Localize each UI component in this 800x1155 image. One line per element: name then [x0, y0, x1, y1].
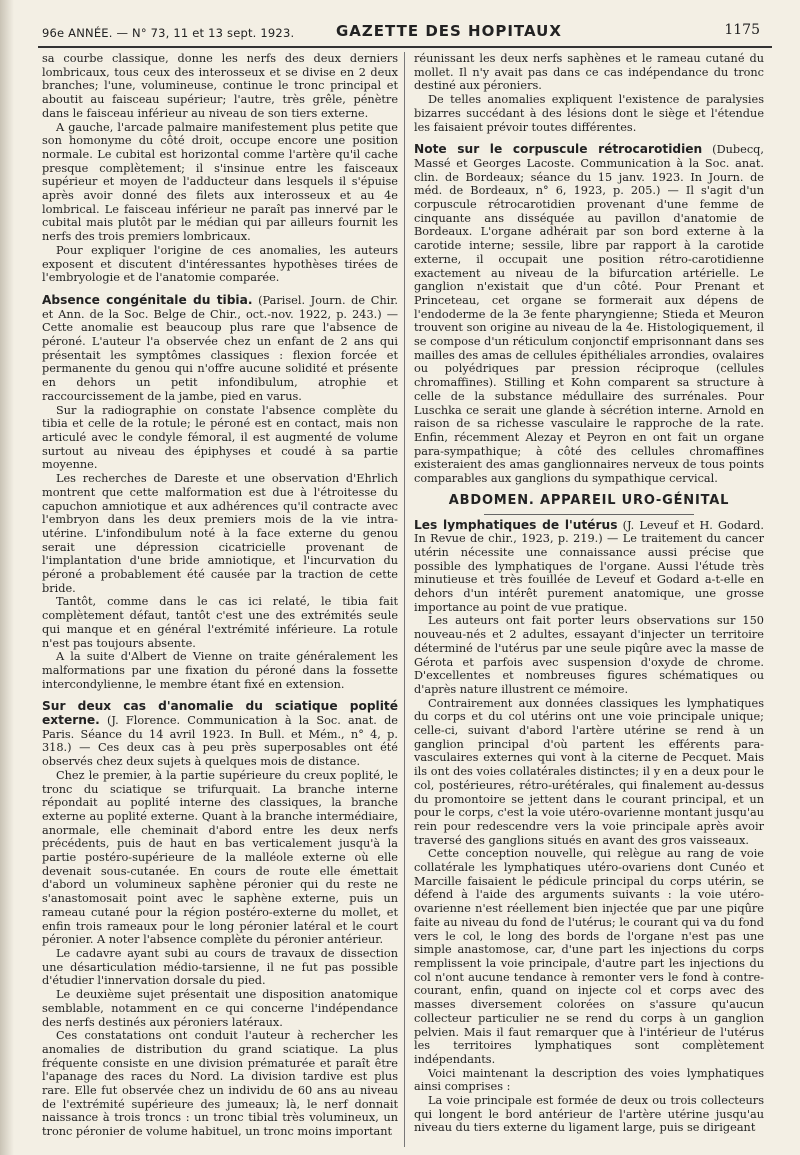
section-rule — [484, 514, 694, 515]
article-abstract — [414, 143, 764, 486]
article-title: Les lymphatiques de l'utérus — [414, 517, 618, 532]
page-header — [38, 18, 772, 46]
right-column — [414, 52, 764, 1147]
header-rule — [38, 46, 772, 48]
journal-title: GAZETTE DES HOPITAUX — [336, 22, 562, 40]
page-number: 1175 — [724, 22, 760, 38]
paragraph: Les auteurs ont fait porter leurs observations sur 150 nouveau-nés et 2 adultes, essayant d'injecter un territoire déterminé de l'utérus par une seule piqûre avec la masse de Gérota et parfois avec suspension d'oxyde de chrome. D'excellentes et nombreuses figures schématiques ou d'après nature illustrent ce mémoire. — [414, 614, 764, 696]
article-abstract — [414, 519, 764, 615]
paragraph: De telles anomalies expliquent l'existence de paralysies bizarres succédant à des lésions dont le siège et l'étendue les faisaient prévoir toutes différentes. — [414, 93, 764, 134]
article-abstract — [42, 294, 398, 404]
article-citation: (Dubecq, Massé et Georges Lacoste. Communication à la Soc. anat. clin. de Bordeaux; séance du 15 janv. 1923. In Journ. de méd. de Bordeaux, n° 6, 1923, p. 205.) — Il s'agit d'un corpuscule rétrocarotidien provenant d'une femme de cinquante ans disséquée au pavillon d'anatomie de Bordeaux. L'organe adhérait par son bord externe à la carotide interne; sessile, libre par rapport à la carotide externe, il occupait une position rétro-carotidienne exactement au niveau de la bifurcation artérielle. Le ganglion n'existait que d'un côté. Pour Prenant et Princeteau, cet organe se formerait aux dépens de l'endoderme de la 3e fente pharyngienne; Stieda et Meuron trouvent son origine au niveau de la 4e. Histologiquement, il se compose d'un réticulum conjonctif emprisonnant dans ses mailles des amas de cellules épithéliales arrondies, ovalaires ou polyédriques par pression réciproque (cellules chromaffines). Stilling et Kohn comparent sa structure à celle de la substance médullaire des surrénales. Pour Luschka ce serait une glande à sécrétion interne. Arnold en raison de sa richesse vasculaire le rapproche de la rate. Enfin, récemment Alezay et Peyron en ont fait un organe para-sympathique; à côté des cellules chromaffines existeraient des amas ganglionnaires nerveux de tous points comparables aux ganglions du sympathique cervical. — [414, 143, 764, 486]
paragraph: A la suite d'Albert de Vienne on traite généralement les malformations par une fixation du péroné dans la fossette intercondylienne, le membre étant fixé en extension. — [42, 650, 398, 691]
paragraph: Chez le premier, à la partie supérieure du creux poplité, le tronc du sciatique se trifurquait. La branche interne répondait au poplité interne des classiques, la branche externe au poplité externe. Quant à la branche intermédiaire, anormale, elle cheminait d'abord entre les deux nerfs précédents, puis de haut en bas verticalement jusqu'à la partie postéro-supérieure de la malléole externe où elle devenait sous-cutanée. En cours de route elle émettait d'abord un volumineux saphène péronier qui du reste ne s'anastomosait point avec le saphène externe, puis un rameau cutané pour la région postéro-externe du mollet, et enfin trois rameaux pour le long péronier latéral et le court péronier. A noter l'absence complète du péronier antérieur. — [42, 768, 398, 947]
paragraph: sa courbe classique, donne les nerfs des deux derniers lombricaux, tous ceux des interosseux et se divise en 2 deux branches; l'une, volumineuse, continue le tronc principal et aboutit au faisceau supérieur; l'autre, très grêle, pénètre dans le faisceau inférieur au niveau de son tiers externe. — [42, 52, 398, 120]
article-citation: (J. Leveuf et H. Godard. In Revue de chir., 1923, p. 219.) — Le traitement du cancer utérin nécessite une connaissance aussi précise que possible des lymphatiques de l'organe. Aussi l'étude très minutieuse et très fouillée de Leveuf et Godard a-t-elle en dehors d'un intérêt purement anatomique, une grosse importance au point de vue pratique. — [414, 518, 764, 614]
paragraph: réunissant les deux nerfs saphènes et le rameau cutané du mollet. Il n'y avait pas dans ce cas indépendance du tronc destiné aux péroniers. — [414, 52, 764, 93]
article-title: Note sur le corpuscule rétrocarotidien — [414, 142, 703, 157]
column-divider — [404, 52, 405, 1147]
article-citation: (J. Florence. Communication à la Soc. anat. de Paris. Séance du 14 avril 1923. In Bull. et Mém., n° 4, p. 318.) — Ces deux cas à peu près superposables ont été observés chez deux sujets à quelques mois de distance. — [42, 714, 398, 769]
page-binding-shadow — [0, 0, 14, 1155]
paragraph: Sur la radiographie on constate l'absence complète du tibia et celle de la rotule; le péroné est en contact, mais non articulé avec le condyle fémoral, il est augmenté de volume surtout au niveau des épiphyses et coudé à sa partie moyenne. — [42, 403, 398, 472]
paragraph: Cette conception nouvelle, qui relègue au rang de voie collatérale les lymphatiques utéro-ovariens dont Cunéo et Marcille faisaient le pédicule principal du corps utérin, se défend à l'aide des arguments suivants : la voie utéro-ovarienne n'est réellement bien injectée que par une piqûre faite au niveau du fond de l'utérus; le courant qui va du fond vers le col, le long des bords de l'organe n'est pas une simple anastomose, car, d'une part les injections du corps remplissent la voie principale, d'autre part les injections du col n'ont aucune tendance à remonter vers le fond à contre-courant, enfin, quand on injecte col et corps avec des masses diversement colorées on s'assure qu'aucun collecteur particulier ne se rend du corps à un ganglion pelvien. Mais il faut remarquer que à l'intérieur de l'utérus les territoires lymphatiques sont complètement indépendants. — [414, 847, 764, 1066]
paragraph: Les recherches de Dareste et une observation d'Ehrlich montrent que cette malformation est due à l'étroitesse du capuchon amniotique et aux adhérences qu'il contracte avec l'embryon dans les deux premiers mois de la vie intra-utérine. L'infondibulum noté à la face externe du genou serait une dépression cicatricielle provenant de l'implantation d'une bride amniotique, et l'incurvation du péroné a probablement été causée par la traction de cette bride. — [42, 472, 398, 595]
paragraph: Tantôt, comme dans le cas ici relaté, le tibia fait complètement défaut, tantôt c'est une des extrémités seule qui manque et en général l'extrémité inférieure. La rotule n'est pas toujours absente. — [42, 595, 398, 650]
paragraph: La voie principale est formée de deux ou trois collecteurs qui longent le bord antérieur de l'artère utérine jusqu'au niveau du tiers externe du ligament large, puis se dirigeant — [414, 1094, 764, 1135]
section-heading: ABDOMEN. APPAREIL URO-GÉNITAL — [448, 492, 730, 508]
paragraph: A gauche, l'arcade palmaire manifestement plus petite que son homonyme du côté droit, occupe encore une position normale. Le cubital est horizontal comme l'artère qu'il cache presque complètement; il s'insinue entre les faisceaux supérieur et moyen de l'adducteur dans lesquels il s'épuise après avoir donné des filets aux interosseux et au 4e lombrical. Le faisceau inférieur ne paraît pas innervé par le cubital mais plutôt par le médian qui par ailleurs fournit les nerfs des trois premiers lombricaux. — [42, 120, 398, 244]
article-title: Absence congénitale du tibia. — [42, 292, 253, 307]
paragraph: Voici maintenant la description des voies lymphatiques ainsi comprises : — [414, 1066, 764, 1094]
article-title: Sur deux cas d'anomalie du sciatique poplité externe. — [42, 699, 398, 728]
article-citation: (Parisel. Journ. de Chir. et Ann. de la Soc. Belge de Chir., oct.-nov. 1922, p. 243.) — Cette anomalie est beaucoup plus rare que l'absence de péroné. L'auteur l'a observée chez un enfant de 2 ans qui présentait les symptômes classiques : flexion forcée et permanente du genou qui n'offre aucune solidité et présente en dehors un petit infondibulum, atrophie et raccourcissement de la jambe, pied en varus. — [42, 293, 398, 403]
paragraph: Le cadavre ayant subi au cours de travaux de dissection une désarticulation médio-tarsienne, il ne fut pas possible d'étudier l'innervation dorsale du pied. — [42, 947, 398, 988]
paragraph: Le deuxième sujet présentait une disposition anatomique semblable, notamment en ce qui concerne l'indépendance des nerfs destinés aux péroniers latéraux. — [42, 988, 398, 1029]
issue-info: 96e ANNÉE. — N° 73, 11 et 13 sept. 1923. — [42, 26, 295, 40]
paragraph: Pour expliquer l'origine de ces anomalies, les auteurs exposent et discutent d'intéressantes hypothèses tirées de l'embryologie et de l'anatomie comparée. — [42, 243, 398, 285]
article-abstract — [42, 700, 398, 769]
paragraph: Ces constatations ont conduit l'auteur à rechercher les anomalies de distribution du grand sciatique. La plus fréquente consiste en une division prématurée et paraît être l'apanage des races du Nord. La division tardive est plus rare. Elle fut observée chez un individu de 60 ans au niveau de l'extrémité supérieure des jumeaux; là, le nerf donnait naissance à trois troncs : un tronc tibial très volumineux, un tronc péronier de volume habituel, un tronc moins important — [42, 1029, 398, 1139]
paragraph: Contrairement aux données classiques les lymphatiques du corps et du col utérins ont une voie principale unique; celle-ci, suivant d'abord l'artère utérine se rend à un ganglion principal d'où partent les efférents para-vasculaires externes qui vont à la citerne de Pecquet. Mais ils ont des voies collatérales distinctes; il y en a deux pour le col, postérieures, rétro-urétérales, qui finalement au-dessus du promontoire se jettent dans le courant principal, et un pour le corps, c'est la voie utéro-ovarienne montant jusqu'au rein pour redescendre vers la voie principale après avoir traversé des ganglions situés en avant des gros vaisseaux. — [414, 696, 764, 847]
left-column — [42, 52, 398, 1147]
